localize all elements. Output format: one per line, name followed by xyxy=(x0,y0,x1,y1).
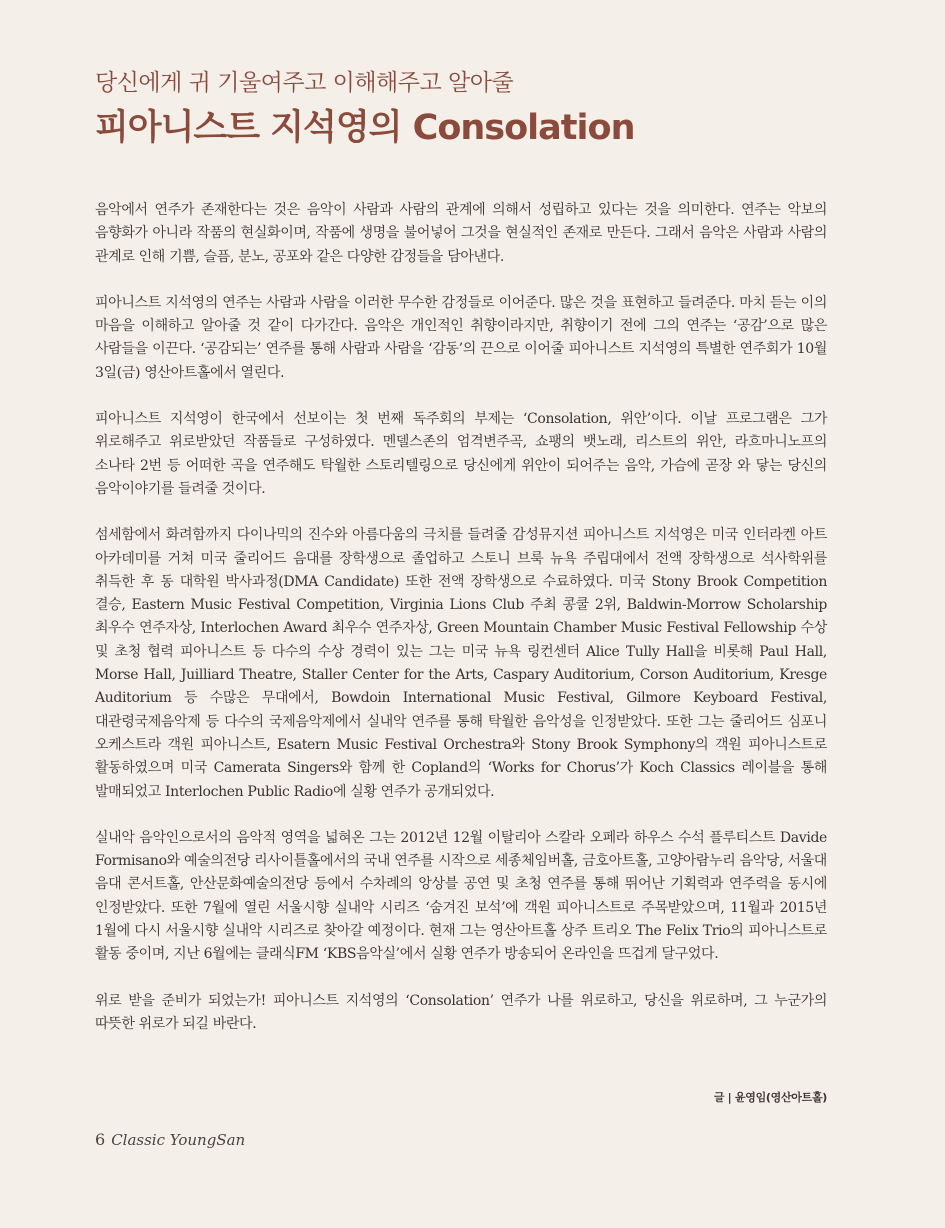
article-header xyxy=(95,66,875,152)
paragraph-3: 피아니스트 지석영이 한국에서 선보이는 첫 번째 독주회의 부제는 ‘Consolation, 위안’이다. 이날 프로그램은 그가 위로해주고 위로받았던 작품들로 구성하였다. 멘델스존의 엄격변주곡, 쇼팽의 뱃노래, 리스트의 위안, 라흐마니노프의 소나타 2번 등 어떠한 곡을 연주해도 탁월한 스토리텔링으로 당신에게 위안이 되어주는 음악, 가슴에 곧장 와 닿는 당신의 음악이야기를 들려줄 것이다. xyxy=(95,411,827,497)
article-title: 피아니스트 지석영의 Consolation xyxy=(95,108,635,148)
magazine-name: Classic YoungSan xyxy=(111,1131,246,1149)
author-byline: 글 | 윤영임(영산아트홀) xyxy=(713,1091,827,1104)
paragraph-1: 음악에서 연주가 존재한다는 것은 음악이 사람과 사람의 관계에 의해서 성립하고 있다는 것을 의미한다. 연주는 악보의 음향화가 아니라 작품의 현실화이며, 작품에 생명을 불어넣어 그것을 현실적인 존재로 만든다. 그래서 음악은 사람과 사람의 관계로 인해 기쁨, 슬픔, 분노, 공포와 같은 다양한 감정들을 담아낸다. xyxy=(95,202,827,265)
paragraph-5: 실내악 음악인으로서의 음악적 영역을 넓혀온 그는 2012년 12월 이탈리아 스칼라 오페라 하우스 수석 플루티스트 Davide Formisano와 예술의전당 리사이틀홀에서의 국내 연주를 시작으로 세종체임버홀, 금호아트홀, 고양아람누리 음악당, 서울대 음대 콘서트홀, 안산문화예술의전당 등에서 수차례의 앙상블 공연 및 초청 연주를 통해 뛰어난 기획력과 연주력을 동시에 인정받았다. 또한 7월에 열린 서울시향 실내악 시리즈 ‘숨겨진 보석’에 객원 피아니스트로 주목받았으며, 11월과 2015년 1월에 다시 서울시향 실내악 시리즈로 찾아갈 예정이다. 현재 그는 영산아트홀 상주 트리오 The Felix Trio의 피아니스트로 활동 중이며, 지난 6월에는 클래식FM ‘KBS음악실’에서 실황 연주가 방송되어 온라인을 뜨겁게 달구었다. xyxy=(95,829,827,963)
paragraph-6: 위로 받을 준비가 되었는가! 피아니스트 지석영의 ‘Consolation’ 연주가 나를 위로하고, 당신을 위로하며, 그 누군가의 따뜻한 위로가 되길 바란다. xyxy=(95,992,827,1032)
article-body xyxy=(95,199,827,1059)
page-footer xyxy=(95,1130,245,1149)
paragraph-2: 피아니스트 지석영의 연주는 사람과 사람을 이러한 무수한 감정들로 이어준다. 많은 것을 표현하고 들려준다. 마치 듣는 이의 마음을 이해하고 알아줄 것 같이 다가간다. 음악은 개인적인 취향이라지만, 취향이기 전에 그의 연주는 ‘공감’으로 많은 사람들을 이끈다. ‘공감되는’ 연주를 통해 사람과 사람을 ‘감동’의 끈으로 이어줄 피아니스트 지석영의 특별한 연주회가 10월 3일(금) 영산아트홀에서 열린다. xyxy=(95,294,827,381)
page-number: 6 xyxy=(95,1130,106,1149)
article-subtitle: 당신에게 귀 기울여주고 이해해주고 알아줄 xyxy=(95,70,514,96)
paragraph-4: 섬세함에서 화려함까지 다이나믹의 진수와 아름다움의 극치를 들려줄 감성뮤지션 피아니스트 지석영은 미국 인터라켄 아트 아카데미를 거쳐 미국 줄리어드 음대를 장학생으로 졸업하고 스토니 브룩 뉴욕 주립대에서 전액 장학생으로 석사학위를 취득한 후 동 대학원 박사과정(DMA Candidate) 또한 전액 장학생으로 수료하였다. 미국 Stony Brook Competition 결승, Eastern Music Festival Competition, Virginia Lions Club 주최 콩쿨 2위, Baldwin-Morrow Scholarship 최우수 연주자상, Interlochen Award 최우수 연주자상, Green Mountain Chamber Music Festival Fellowship 수상 및 초청 협력 피아니스트 등 다수의 수상 경력이 있는 그는 미국 뉴욕 링컨센터 Alice Tully Hall을 비롯해 Paul Hall, Morse Hall, Juilliard Theatre, Staller Center for the Arts, Caspary Auditorium, Corson Auditorium, Kresge Auditorium 등 수많은 무대에서, Bowdoin International Music Festival, Gilmore Keyboard Festival, 대관령국제음악제 등 다수의 국제음악제에서 실내악 연주를 통해 탁월한 음악성을 인정받았다. 또한 그는 줄리어드 심포니 오케스트라 객원 피아니스트, Esatern Music Festival Orchestra와 Stony Brook Symphony의 객원 피아니스트로 활동하였으며 미국 Camerata Singers와 함께 한 Copland의 ‘Works for Chorus’가 Koch Classics 레이블을 통해 발매되었고 Interlochen Public Radio에 실황 연주가 공개되었다. xyxy=(95,527,827,800)
